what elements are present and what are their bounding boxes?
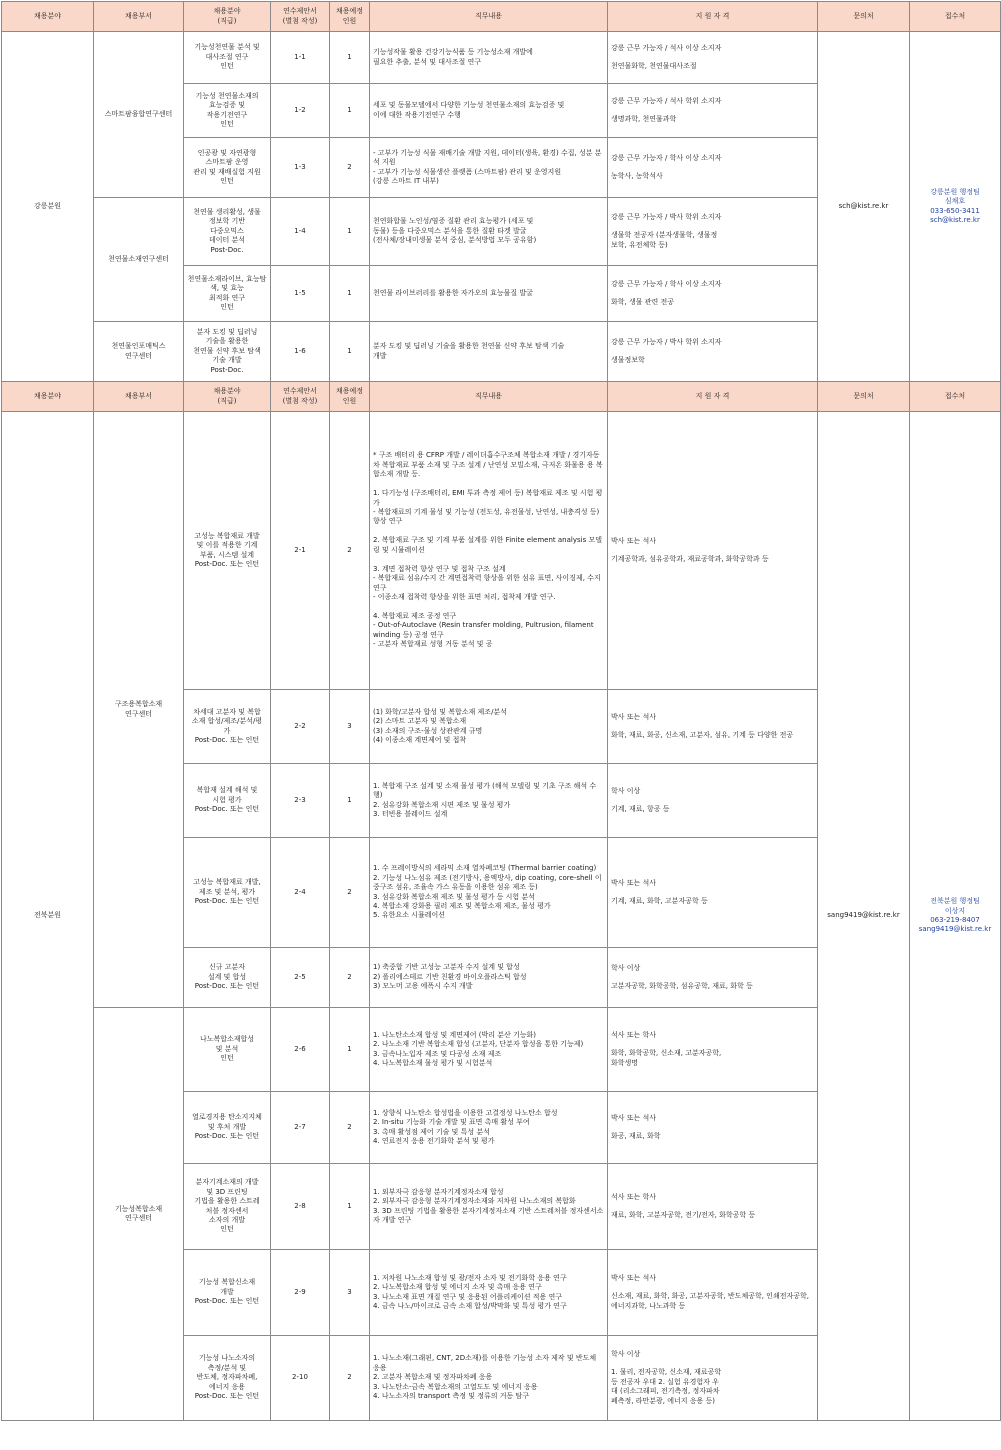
qualification: [608, 32, 818, 84]
department-name: 구조용복합소재 연구센터: [94, 412, 184, 1008]
proposal-code: 2-8: [271, 1164, 330, 1250]
headcount: 2: [330, 138, 370, 198]
qualification-main: 강릉 근무 가능자 / 석사 학위 소지자: [611, 96, 722, 105]
position-title: 기능성 복합신소재 개발 Post-Doc. 또는 인턴: [184, 1250, 271, 1336]
qualification-main: 강릉 근무 가능자 / 박사 학위 소지자: [611, 212, 722, 221]
proposal-code: 1-1: [271, 32, 330, 84]
duty-description: * 구조 배터리 용 CFRP 개발 / 레이더흡수구조체 복합소재 개발 / 경기자동차 복합재료 부품 소재 및 구조 설계 / 난연성 모빌소재, 극저온 화물용 용 복합소재 개발 등. 1. 다기능성 (구조배터리, EMI 투과 측정 제어 등) 복합재료 제조 및 시험 평가 - 복합재료의 기계 물성 및 기능성 (전도성, 유전물성, 난연성, 내충격성 등) 향상 연구 2. 복합재료 구조 및 기계 부품 설계를 위한 Finite element analysis 모델링 및 시뮬레이션 3. 계면 접착력 향상 연구 및 접착 구조 설계 - 복합재료 섬유/수지 간 계면접착력 향상을 위한 섬유 표면, 사이징제, 수지 연구 - 이종소재 접착력 향상을 위한 표면 처리, 접착제 개발 연구. 4. 복합재료 제조 공정 연구 - Out-of-Autoclave (Resin transfer molding, Pultrusion, filament winding 등) 공정 연구 - 고분자 복합재료 성형 거동 분석 및 공: [370, 412, 608, 690]
qualification-major: 천연물화학, 천연물대사조절: [611, 62, 697, 70]
qualification-major: 농학사, 농학석사: [611, 172, 663, 180]
contact-email: sch@kist.re.kr: [818, 32, 910, 382]
department-name: 천연물소재연구센터: [94, 198, 184, 322]
qualification: [608, 838, 818, 948]
qualification-major: 기계공학과, 섬유공학과, 재료공학과, 화학공학과 등: [611, 555, 769, 563]
position-title: 분자 도킹 및 딥러닝 기술을 활용한 천연물 신약 후보 탐색 기술 개발 Post-Doc.: [184, 322, 271, 382]
qualification-major: 생물정보학: [611, 356, 645, 364]
proposal-code: 1-4: [271, 198, 330, 266]
qualification-main: 학사 이상: [611, 1349, 641, 1358]
position-title: 기능성천연물 분석 및 대사조절 연구 인턴: [184, 32, 271, 84]
qualification: [608, 266, 818, 322]
qualification: [608, 690, 818, 764]
duty-description: 1. 나노탄소소재 합성 및 계면제어 (박리 분산 기능화) 2. 나노소재 기반 복합소재 합성 (고분자, 단분자 합성을 통한 기능제) 3. 금속나노입자 제조 및 다공성 소재 제조 4. 나노복합소재 물성 평가 및 시험분석: [370, 1008, 608, 1092]
qualification-main: 박사 또는 석사: [611, 536, 657, 545]
headcount: 1: [330, 266, 370, 322]
duty-description: 1. 복합재 구조 설계 및 소재 물성 평가 (해석 모델링 및 기초 구조 해석 수행) 2. 섬유강화 복합소재 시편 제조 및 물성 평가 3. 터빈용 블레이드 설계: [370, 764, 608, 838]
header-receipt: 접수처: [910, 382, 1001, 412]
header-duty: 직무내용: [370, 2, 608, 32]
position-title: 기능성 나노소자의 측정/분석 및 반도체, 정자파차폐, 에너지 응용 Post-Doc. 또는 인턴: [184, 1336, 271, 1421]
qualification: [608, 1336, 818, 1421]
qualification: [608, 322, 818, 382]
headcount: 3: [330, 690, 370, 764]
position-title: 고성능 복합재료 개발 및 이를 적용한 기계 부품, 시스템 설계 Post-Doc. 또는 인턴: [184, 412, 271, 690]
header-qualification: 지 원 자 격: [608, 382, 818, 412]
qualification: [608, 1250, 818, 1336]
qualification-major: 고분자공학, 화학공학, 섬유공학, 재료, 화학 등: [611, 982, 753, 990]
header-proposal: 연수제안서 (별첨 작성): [271, 382, 330, 412]
qualification-major: 화학, 재료, 화공, 신소재, 고분자, 섬유, 기계 등 다양한 전공: [611, 731, 794, 739]
headcount: 1: [330, 764, 370, 838]
qualification-main: 강릉 근무 가능자 / 학사 이상 소지자: [611, 153, 722, 162]
branch-name: 전북분원: [2, 412, 94, 1421]
qualification-major: 생물학 전공자 (분자생물학, 생물정 보학, 유전체학 등): [611, 231, 718, 249]
duty-description: (1) 화학/고분자 합성 및 복합소재 제조/분석 (2) 스마트 고분자 및 복합소재 (3) 소재의 구조-물성 상관관계 규명 (4) 이종소재 계면제어 및 접착: [370, 690, 608, 764]
recruitment-table: [1, 1, 1001, 1421]
qualification-main: 강릉 근무 가능자 / 학사 이상 소지자: [611, 279, 722, 288]
qualification: [608, 1164, 818, 1250]
proposal-code: 2-4: [271, 838, 330, 948]
department-name: 천연물인포매틱스 연구센터: [94, 322, 184, 382]
proposal-code: 2-1: [271, 412, 330, 690]
qualification: [608, 1092, 818, 1164]
headcount: 2: [330, 1336, 370, 1421]
headcount: 2: [330, 412, 370, 690]
headcount: 2: [330, 948, 370, 1008]
headcount: 1: [330, 322, 370, 382]
header-dept: 채용부서: [94, 2, 184, 32]
receipt-office: 전북분원 행정팀 이상지 063-219-8407 sang9419@kist.re.kr: [910, 412, 1001, 1421]
duty-description: 세포 및 동물모델에서 다양한 기능성 천연물소재의 효능검증 및 이에 대한 작용기전연구 수행: [370, 84, 608, 138]
header-contact: 문의처: [818, 382, 910, 412]
qualification: [608, 1008, 818, 1092]
proposal-code: 2-5: [271, 948, 330, 1008]
qualification: [608, 84, 818, 138]
position-title: 복합재 설계 해석 및 시험 평가 Post-Doc. 또는 인턴: [184, 764, 271, 838]
position-title: 신규 고분자 설계 및 합성 Post-Doc. 또는 인턴: [184, 948, 271, 1008]
proposal-code: 2-3: [271, 764, 330, 838]
duty-description: 1. 수 프레이방식의 세라믹 소재 열차폐코팅 (Thermal barrier coating) 2. 기능성 나노섬유 제조 (전기방사, 용액방사, dip coating, core-shell 이중구조 섬유, 조율속 가스 유동을 이용한 섬유 제조 등) 3. 섬유강화 복합소재 제조 및 물성 평가 등 시험 분석 4. 복합소재 강화용 필러 제조 및 복합소재 제조, 물성 평가 5. 유한요소 시뮬레이션: [370, 838, 608, 948]
proposal-code: 2-9: [271, 1250, 330, 1336]
position-title: 나노복합소재합성 및 분석 인턴: [184, 1008, 271, 1092]
qualification-main: 박사 또는 석사: [611, 1273, 657, 1282]
header-proposal: 연수제안서 (별첨 작성): [271, 2, 330, 32]
duty-description: 천연물 라이브러리를 활용한 자가오의 효능물질 발굴: [370, 266, 608, 322]
qualification-major: 1. 물리, 전자공학, 신소재, 재료공학 등 전공자 우대 2. 실험 유경험자 우 대 (리소그래피, 전기측정, 정자파차 폐측정, 라만분광, 에너지 응용 등): [611, 1368, 722, 1405]
duty-description: 1. 나노소재(그래핀, CNT, 2D소재)를 이용한 기능성 소자 제작 및 반도체 응용 2. 고분자 복합소재 및 정자파차폐 응용 3. 나노탄소-금속 복합소재의 고열도도 및 에너지 응용 4. 나노소자의 transport 측정 및 정류의 거동 탐구: [370, 1336, 608, 1421]
department-name: 기능성복합소재 연구센터: [94, 1008, 184, 1421]
proposal-code: 2-6: [271, 1008, 330, 1092]
header-dept: 채용부서: [94, 382, 184, 412]
qualification-main: 학사 이상: [611, 786, 641, 795]
qualification-major: 기계, 재료, 화학, 고분자공학 등: [611, 897, 708, 905]
headcount: 1: [330, 32, 370, 84]
qualification-main: 강릉 근무 가능자 / 박사 학위 소지자: [611, 337, 722, 346]
proposal-code: 2-7: [271, 1092, 330, 1164]
qualification: [608, 138, 818, 198]
header-headcount: 채용예정 인원: [330, 2, 370, 32]
duty-description: 분자 도킹 및 딥러닝 기술을 활용한 천연물 신약 후보 탐색 기술 개발: [370, 322, 608, 382]
headcount: 1: [330, 1164, 370, 1250]
proposal-code: 1-2: [271, 84, 330, 138]
header-position: 채용분야 (직급): [184, 2, 271, 32]
contact-email: sang9419@kist.re.kr: [818, 412, 910, 1421]
qualification-major: 화공, 재료, 화학: [611, 1132, 661, 1140]
duty-description: 1) 축중합 기반 고성능 고분자 수지 설계 및 합성 2) 폴리에스테르 기반 친환경 바이오플라스틱 합성 3) 모노머 고용 에폭시 수지 개발: [370, 948, 608, 1008]
position-title: 천연물 생리활성, 생물 정보학 기반 다중오믹스 데이터 분석 Post-Doc.: [184, 198, 271, 266]
position-title: 열로경지용 탄소지지체 및 후처 개발 Post-Doc. 또는 인턴: [184, 1092, 271, 1164]
qualification-major: 화학, 화학공학, 신소재, 고분자공학, 화학생명: [611, 1049, 722, 1067]
position-title: 분자기계소재의 개발 및 3D 프린팅 기법을 활용한 스트레 처블 정자센서 소자의 개발 인턴: [184, 1164, 271, 1250]
headcount: 2: [330, 1092, 370, 1164]
header-field: 채용분야: [2, 382, 94, 412]
duty-description: 1. 외부자극 감응형 분자기계정자소재 합성 2. 외부자극 감응형 분자기계정자소재와 저차원 나노소재의 복합화 3. 3D 프린팅 기법을 활용한 분자기계정자소재 기반 스트레처블 정자센서소자 개발 연구: [370, 1164, 608, 1250]
duty-description: 천연화합물 노인성/염증 질환 관리 효능평가 (세포 및 동물) 등을 다중오믹스 분석을 통한 질환 타겟 발굴 (전사체/장내미생물 분석 중심, 분석방법 모두 공유함): [370, 198, 608, 266]
headcount: 3: [330, 1250, 370, 1336]
qualification: [608, 764, 818, 838]
header-duty: 직무내용: [370, 382, 608, 412]
header-row: [2, 382, 1001, 412]
header-row: [2, 2, 1001, 32]
proposal-code: 2-10: [271, 1336, 330, 1421]
table-row: [2, 412, 1001, 690]
headcount: 2: [330, 838, 370, 948]
proposal-code: 1-6: [271, 322, 330, 382]
proposal-code: 2-2: [271, 690, 330, 764]
qualification-main: 학사 이상: [611, 963, 641, 972]
qualification: [608, 198, 818, 266]
qualification-major: 기계, 재료, 항공 등: [611, 805, 670, 813]
qualification: [608, 412, 818, 690]
qualification-major: 화학, 생물 관련 전공: [611, 298, 674, 306]
position-title: 인공광 및 자연광형 스마트팜 운영 관리 및 재배실험 지원 인턴: [184, 138, 271, 198]
header-receipt: 접수처: [910, 2, 1001, 32]
qualification-main: 석사 또는 학사: [611, 1030, 657, 1039]
qualification-main: 강릉 근무 가능자 / 석사 이상 소지자: [611, 43, 722, 52]
position-title: 고성능 복합재료 개발, 제조 및 분석, 평가 Post-Doc. 또는 인턴: [184, 838, 271, 948]
proposal-code: 1-3: [271, 138, 330, 198]
headcount: 1: [330, 84, 370, 138]
table-row: [2, 32, 1001, 84]
qualification: [608, 948, 818, 1008]
position-title: 차세대 고분자 및 복합 소재 합성/제조/분석/평 가 Post-Doc. 또는 인턴: [184, 690, 271, 764]
duty-description: 1. 저차원 나노소재 합성 및 광/전자 소자 및 전기화학 응용 연구 2. 나노복합소재 합성 및 에너지 소자 및 촉매 응용 연구 3. 나노소재 표면 개질 연구 및 응용된 어플리케이션 적용 연구 4. 금속 나노/마이크로 금속 소재 합성/박막화 및 특성 평가 연구: [370, 1250, 608, 1336]
qualification-major: 재료, 화학, 고분자공학, 전기/전자, 화학공학 등: [611, 1211, 756, 1219]
duty-description: 1. 상향식 나노탄소 합성법을 이용한 고결정성 나노탄소 합성 2. In-situ 기능화 기술 개발 및 표면 촉매 활성 부여 3. 촉매 활성점 제어 기술 및 특성 분석 4. 연료전지 응용 전기화학 분석 및 평가: [370, 1092, 608, 1164]
header-contact: 문의처: [818, 2, 910, 32]
branch-name: 강릉분원: [2, 32, 94, 382]
header-position: 채용분야 (직급): [184, 382, 271, 412]
qualification-major: 생명과학, 천연물과학: [611, 115, 677, 123]
qualification-main: 박사 또는 석사: [611, 712, 657, 721]
position-title: 천연물소재라이브, 효능탐 색, 및 효능 최적화 연구 인턴: [184, 266, 271, 322]
qualification-main: 석사 또는 학사: [611, 1192, 657, 1201]
headcount: 1: [330, 1008, 370, 1092]
duty-description: - 고부가 기능성 식물 재배기술 개발 지원, 데이터(생육, 환경) 수집, 성분 분석 지원 - 고부가 기능성 식물생산 플랫폼 (스마트팜) 관리 및 운영지원 (강릉 스마트 IT 내부): [370, 138, 608, 198]
qualification-main: 박사 또는 석사: [611, 1113, 657, 1122]
position-title: 기능성 천연물소재의 효능검증 및 작용기전연구 인턴: [184, 84, 271, 138]
duty-description: 기능성작물 활용 건강기능식품 등 기능성소재 개발에 필요한 추출, 분석 및 대사조절 연구: [370, 32, 608, 84]
header-field: 채용분야: [2, 2, 94, 32]
qualification-major: 신소재, 재료, 화학, 화공, 고분자공학, 반도체공학, 인쇄전자공학, 에너지과학, 나노과학 등: [611, 1292, 809, 1310]
headcount: 1: [330, 198, 370, 266]
receipt-office: 강릉분원 행정팀 심채호 033-650-3411 sch@kist.re.kr: [910, 32, 1001, 382]
header-headcount: 채용예정 인원: [330, 382, 370, 412]
header-qualification: 지 원 자 격: [608, 2, 818, 32]
qualification-main: 박사 또는 석사: [611, 878, 657, 887]
department-name: 스마트팜융합연구센터: [94, 32, 184, 198]
proposal-code: 1-5: [271, 266, 330, 322]
